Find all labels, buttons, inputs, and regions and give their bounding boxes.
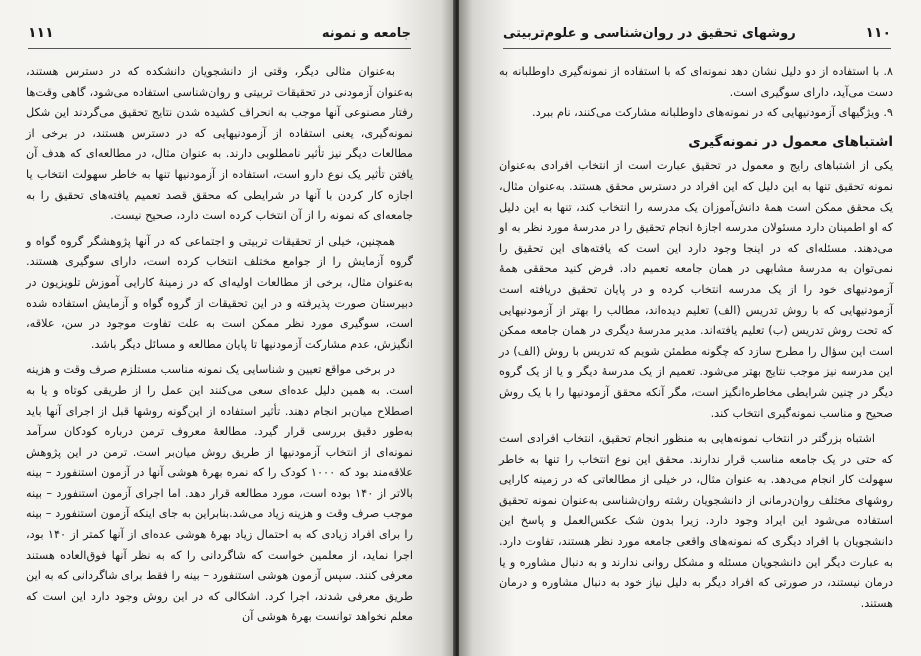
left-page-number: ۱۱۱ xyxy=(28,25,54,41)
left-paragraph-1: به‌عنوان مثالی دیگر، وقتی از دانشجویان دانشکده که در دسترس هستند، به‌عنوان آزمودنی در تحقیقات تربیتی و روان‌شناسی استفاده می‌شود، گاهی وقت‌ها رفتار مصنوعی آنها موجب به انحراف کشیده شدن نتایج تحقیق می‌گردند این شکل نمونه‌گیری، یعنی استفاده از آزمودنیهایی که در دسترس هستند، در برخی از مطالعات دیگر نیز تأثیر نامطلوبی دارند. به عنوان مثال، در مطالعه‌ای که هدف آن یافتن تأثیر یک نوع دارو است، استفاده از آزمودنیها تنها به خاطر سهولت انتخاب یا اجازه کار کردن با آنها در شرایطی که محقق قصد تعمیم یافته‌های تحقیق را به جامعه‌ای که نمونه را از آن انتخاب کرده است دارد، صحیح نیست. xyxy=(26,65,413,223)
left-header-title: جامعه و نمونه xyxy=(321,25,411,41)
right-page-body xyxy=(499,62,893,619)
left-page-body xyxy=(26,62,413,633)
right-page-header xyxy=(503,18,891,49)
right-header-title: روشهای تحقیق در روان‌شناسی و علوم‌تربیتی xyxy=(503,25,796,41)
left-page-header xyxy=(28,18,411,49)
left-paragraph-3: در برخی مواقع تعیین و شناسایی یک نمونه مناسب مستلزم صرف وقت و هزینه است. به همین دلیل عده‌ای سعی می‌کنند این عمل را از طریقی کوتاه و یا به اصطلاح میان‌بر انجام دهند. تأثیر استفاده از این‌گونه روشها قبل از اجرای آنها باید به‌طور دقیق بررسی قرار گیرد. مطالعهٔ معروف ترمن درباره کودکان سرآمد نمونه‌ای از انتخاب آزمودنیها از طریق روش میان‌بر است. ترمن در این پژوهش علاقه‌مند بود که ۱۰۰۰ کودک را که نمره بهرهٔ هوشی آنها در آزمون استنفورد – بینه بالاتر از ۱۴۰ بوده است، مورد مطالعه قرار دهد. اما اجرای آزمون استنفورد – بینه موجب صرف وقت و هزینه زیاد می‌شد.بنابراین به جای اینکه آزمون استنفورد – بینه را برای افراد زیادی که به احتمال زیاد بهرهٔ هوشی عده‌ای از آنها کمتر از ۱۴۰ بود، اجرا نماید، از معلمین خواست که شاگردانی را که به نظر آنها فوق‌العاده هستند معرفی کنند. سپس آزمون هوشی استنفورد – بینه را فقط برای شاگردانی که به این طریق معرفی شدند، اجرا کرد. اشکالی که در این روش وجود دارد این است که معلم نخواهد توانست بهرهٔ هوشی آن xyxy=(26,363,413,624)
list-item-8: ۸. با استفاده از دو دلیل نشان دهد نمونه‌ای که با استفاده از نمونه‌گیری داوطلبانه به دست می‌آید، دارای سوگیری است. xyxy=(499,65,893,99)
right-paragraph-1: یکی از اشتباهای رایج و معمول در تحقیق عبارت است از انتخاب افرادی به‌عنوان نمونه تحقیق تنها به این دلیل که این افراد در دسترس محقق هستند. به‌عنوان مثال، یک محقق ممکن است همهٔ دانش‌آموزان یک مدرسه را انتخاب کند، تنها به این دلیل که او اطمینان دارد مسئولان مدرسه اجازهٔ انجام تحقیق را در مدرسهٔ مورد نظر به او می‌دهند. مسئله‌ای که در اینجا وجود دارد این است که یافته‌های این تحقیق را نمی‌توان به مدرسهٔ مشابهی در همان جامعه تعمیم داد. فرض کنید محققی همهٔ آزمودنیهای خود را از یک مدرسه انتخاب کرده و در پایان تحقیق دریافته است آزمودنیهایی که با روش تدریس (الف) تعلیم دیده‌اند، مطالب را بهتر از آزمودنیهایی که تحت روش تدریس (ب) تعلیم یافته‌اند. مدیر مدرسهٔ دیگری در همان جامعه ممکن است این سؤال را مطرح سازد که چگونه مطمئن شویم که تدریس با روش (الف) در این مدرسه نیز موجب نتایج بهتر می‌شود. تعمیم از یک مدرسهٔ دیگر و یا از یک گروه دیگر در چنین شرایطی مخاطره‌انگیز است، مگر آنکه محقق آزمودنیها را با یک روش صحیح و مناسب نمونه‌گیری انتخاب کند. xyxy=(499,159,893,420)
right-page-number: ۱۱۰ xyxy=(865,25,891,41)
section-title: اشتباهای معمول در نمونه‌گیری xyxy=(688,133,893,150)
right-page xyxy=(459,0,921,656)
left-page xyxy=(0,0,455,656)
list-item-9: ۹. ویژگیهای آزمودنیهایی که در نمونه‌های داوطلبانه مشارکت می‌کنند، نام ببرد. xyxy=(532,106,893,120)
left-paragraph-2: همچنین، خیلی از تحقیقات تربیتی و اجتماعی که در آنها پژوهشگر گروه گواه و گروه آزمایش را از جوامع مختلف انتخاب کرده است، دارای سوگیری هستند. به‌عنوان مثال، برخی از مطالعات اولیه‌ای که در زمینهٔ کارایی آموزش تلویزیون در دبیرستان صورت پذیرفته و در این تحقیقات از گروه گواه و آزمایش استفاده شده است، سوگیری مورد نظر ممکن است به علت تفاوت موجود در سن، علاقه، انگیزش، عدم مشارکت آزمودنیها تا پایان مطالعه و مسائل دیگر باشد. xyxy=(26,234,413,351)
right-paragraph-2: اشتباه بزرگتر در انتخاب نمونه‌هایی به منظور انجام تحقیق، انتخاب افرادی است که حتی در یک جامعه مناسب قرار ندارند. محقق این نوع انتخاب را تنها به خاطر سهولت کار انجام می‌دهد. به عنوان مثال، در خیلی از مطالعاتی که در زمینه کارایی روشهای مختلف روان‌درمانی از دانشجویان رشته روان‌شناسی به‌عنوان نمونه تحقیق استفاده می‌شود این ایراد وجود دارد. زیرا بدون شک عکس‌العمل و پاسخ این دانشجویان با افراد دیگری که نمونه‌های واقعی جامعه مورد نظر هستند، تفاوت دارد. به عبارت دیگر این دانشجویان مسئله و مشکل روانی ندارند و به دنبال مشاوره و یا درمان نیستند، در صورتی که افراد دیگر به دلیل نیاز خود به دنبال مشاوره و درمان هستند. xyxy=(499,432,893,610)
